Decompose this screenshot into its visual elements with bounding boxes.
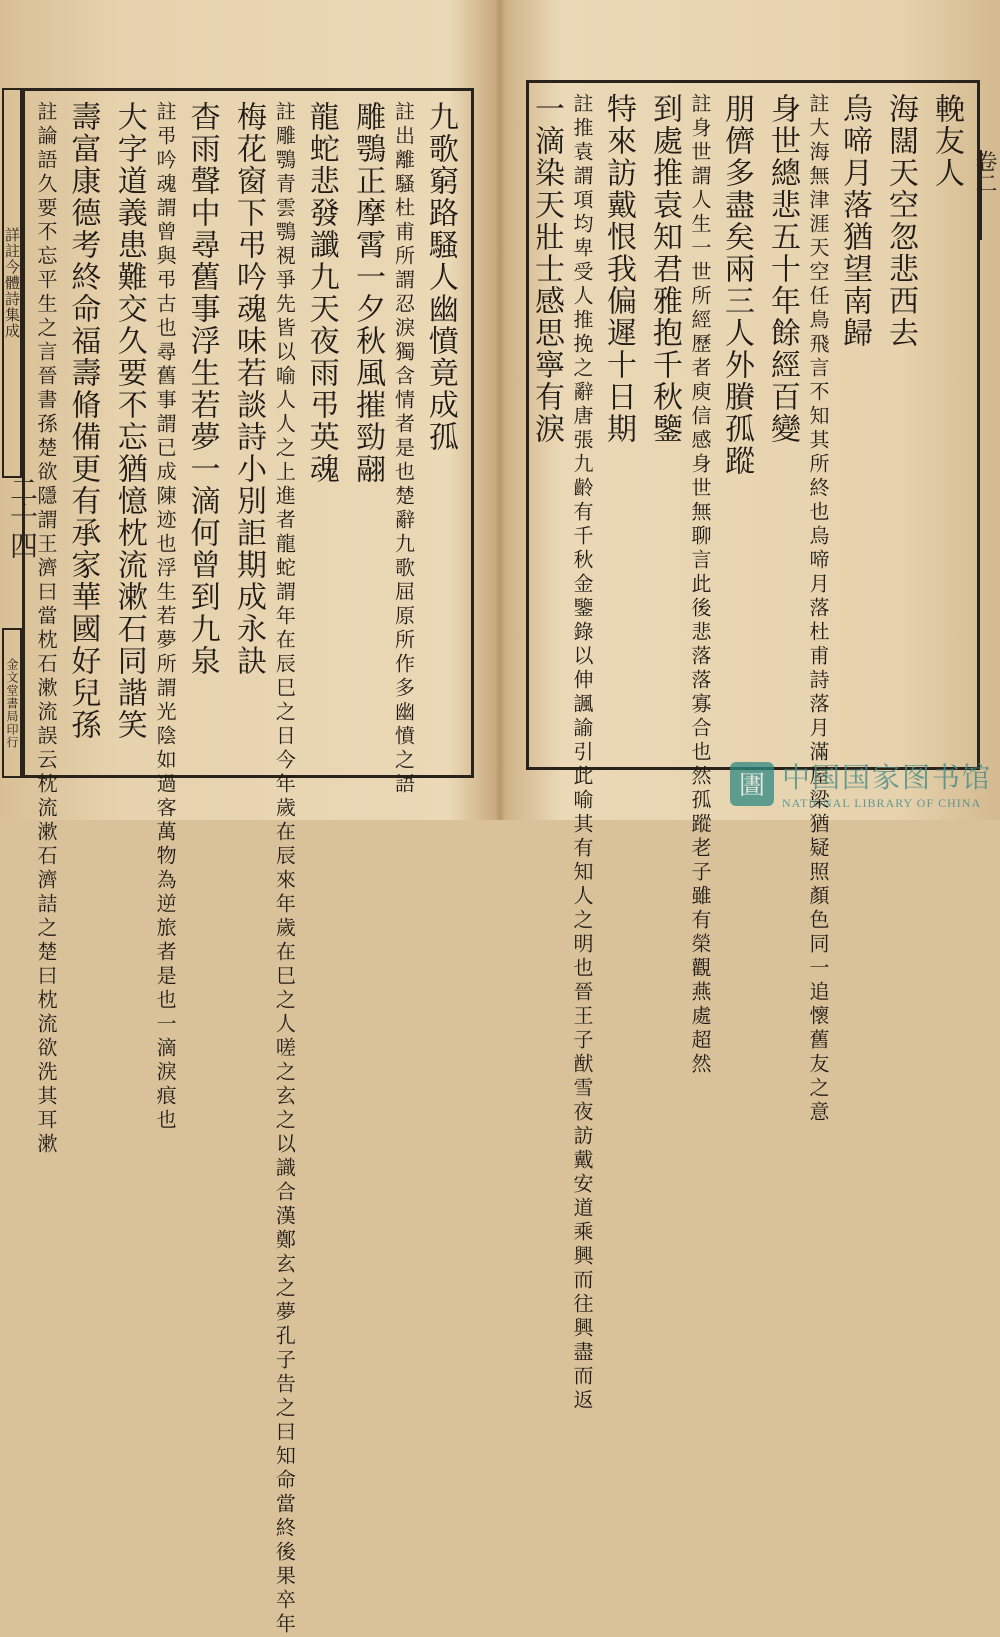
watermark-name-cn: 中国国家图书馆 bbox=[782, 761, 993, 794]
commentary-column: 註論語久要不忘平生之言晉書孫楚欲隱謂王濟曰當枕石漱流誤云枕流漱石濟詰之楚曰枕流欲洗其耳漱 bbox=[34, 101, 58, 1157]
text-column: 九歌窮路騷人幽憤竟成孤 bbox=[422, 101, 458, 453]
commentary-column: 註弔吟魂謂曾與弔古也尋舊事謂已成陳迹也浮生若夢所謂光陰如過客萬物為逆旅者是也一滴淚痕也 bbox=[153, 101, 178, 1133]
text-column: 特來訪戴恨我偏遲十日期 bbox=[601, 93, 636, 445]
commentary-column: 註身世謂人生一世所經歷者庾信感身世無聊言此後悲落落寡合也然孤蹤老子雖有榮觀燕處超然 bbox=[688, 93, 712, 1077]
right-page bbox=[502, 0, 1000, 1413]
left-text-frame bbox=[22, 88, 474, 1637]
text-column: 輓友人 bbox=[929, 93, 964, 189]
text-column: 大字道義患難交久要不忘猶憶枕流漱石同諧笑 bbox=[111, 101, 147, 741]
commentary-column: 註出離騷杜甫所謂忍淚獨含情者是也楚辭九歌屈原所作多幽憤之語 bbox=[391, 101, 416, 797]
text-column: 身世總悲五十年餘經百變 bbox=[765, 93, 800, 445]
left-columns bbox=[33, 101, 463, 1637]
commentary-column: 註雕鶚青雲鶚視爭先皆以喻人人之上進者龍蛇謂年在辰巳之日今年歲在辰來年歲在巳之人嗟之玄之以識合漢鄭玄之夢孔子告之曰知命當終後果卒年 bbox=[272, 101, 297, 1637]
text-column: 壽富康德考終命福壽脩備更有承家華國好兒孫 bbox=[65, 101, 101, 741]
library-watermark bbox=[730, 756, 992, 811]
text-column: 海闊天空忽悲西去 bbox=[883, 93, 918, 349]
folio-number: 二十四 bbox=[6, 475, 39, 559]
library-logo-icon: 圕 bbox=[730, 762, 774, 806]
text-column: 杳雨聲中尋舊事浮生若夢一滴何曾到九泉 bbox=[184, 101, 220, 677]
text-column: 烏啼月落猶望南歸 bbox=[837, 93, 872, 349]
text-column: 梅花窗下弔吟魂味若談詩小別詎期成永訣 bbox=[230, 101, 266, 677]
watermark-name-en: NATIONAL LIBRARY OF CHINA bbox=[782, 796, 982, 810]
watermark-text bbox=[782, 756, 992, 811]
text-column: 一滴染天壯士感思寧有淚 bbox=[529, 93, 564, 445]
publisher-imprint: 金文堂書局印行 bbox=[2, 628, 22, 778]
margin-title: 詳註今體詩集成 bbox=[2, 88, 22, 478]
text-column: 雕鶚正摩霄一夕秋風摧勁翮 bbox=[350, 101, 386, 485]
text-column: 到處推袁知君雅抱千秋鑒 bbox=[647, 93, 682, 445]
text-column: 朋儕多盡矣兩三人外賸孤蹤 bbox=[719, 93, 754, 477]
left-page bbox=[0, 0, 496, 1637]
commentary-column: 註推袁謂項均卑受人推挽之辭唐張九齡有千秋金鑒錄以伸諷諭引此喻其有知人之明也晉王子猷雪夜訪戴安道乘興而往興盡而返 bbox=[570, 93, 594, 1413]
text-column: 龍蛇悲發讖九天夜雨弔英魂 bbox=[303, 101, 339, 485]
commentary-column: 註大海無津涯天空任鳥飛言不知其所終也烏啼月落杜甫詩落月滿屋梁猶疑照顏色同一追懷舊友之意 bbox=[806, 93, 830, 1125]
right-edge-label: 卷二 bbox=[980, 150, 1000, 240]
